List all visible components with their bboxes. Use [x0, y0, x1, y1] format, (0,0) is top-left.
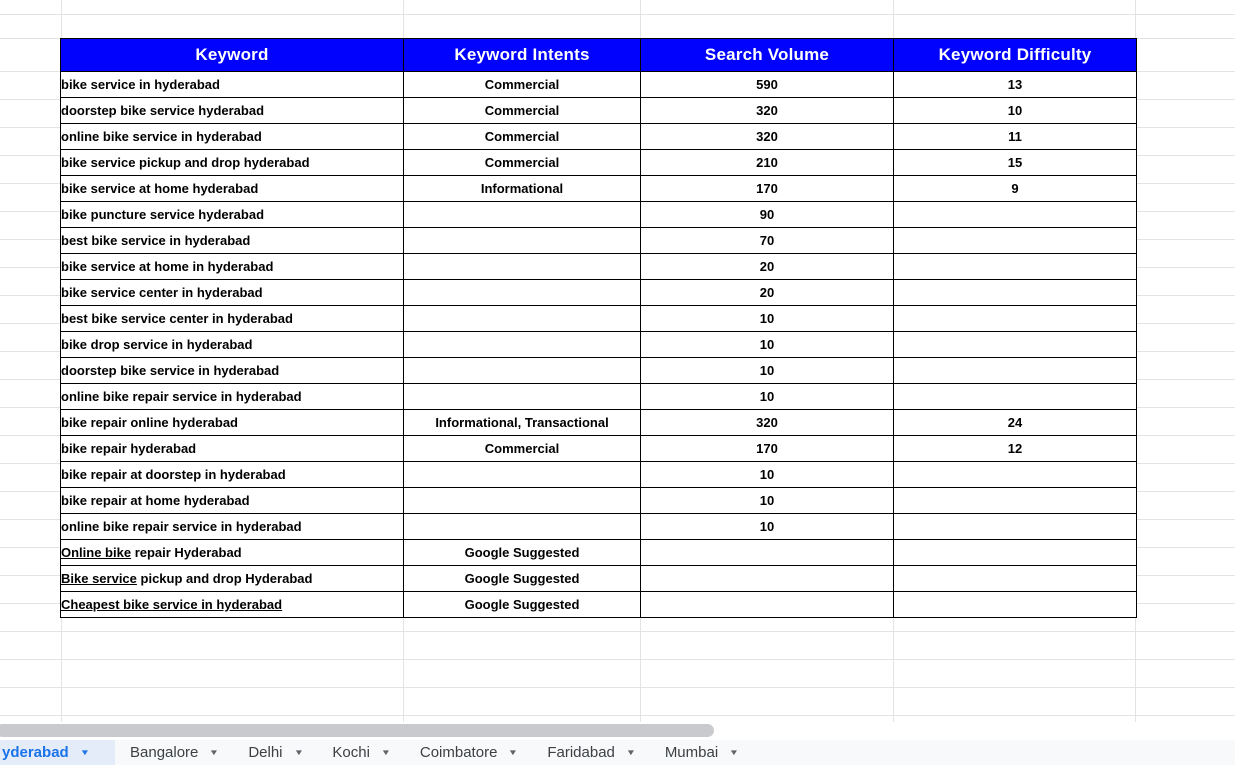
volume-cell[interactable] [641, 566, 894, 592]
keyword-text: bike service pickup and drop hyderabad [61, 155, 310, 170]
keyword-cell[interactable] [61, 514, 404, 540]
volume-cell[interactable]: 20 [641, 280, 894, 306]
sheet-tab-bar [0, 740, 1235, 765]
intent-cell[interactable]: Commercial [404, 72, 641, 98]
difficulty-cell[interactable] [894, 514, 1137, 540]
volume-cell[interactable] [641, 540, 894, 566]
intent-cell[interactable]: Google Suggested [404, 566, 641, 592]
keyword-cell[interactable] [61, 228, 404, 254]
keyword-cell[interactable] [61, 306, 404, 332]
table-row [61, 72, 1137, 98]
intent-cell[interactable] [404, 280, 641, 306]
intent-cell[interactable]: Commercial [404, 150, 641, 176]
keyword-text: bike drop service in hyderabad [61, 337, 253, 352]
intent-cell[interactable] [404, 358, 641, 384]
volume-cell[interactable]: 10 [641, 358, 894, 384]
difficulty-cell[interactable] [894, 306, 1137, 332]
sheet-tab-label: Faridabad [547, 744, 615, 761]
keyword-cell[interactable] [61, 566, 404, 592]
table-row [61, 150, 1137, 176]
keyword-text: online bike repair service in hyderabad [61, 519, 302, 534]
keyword-cell[interactable] [61, 254, 404, 280]
keyword-cell[interactable] [61, 410, 404, 436]
difficulty-cell[interactable] [894, 592, 1137, 618]
intent-cell[interactable] [404, 228, 641, 254]
chevron-down-icon[interactable]: ▼ [293, 748, 304, 757]
horizontal-scrollbar-track[interactable] [0, 722, 1235, 740]
sheet-tab-label: Kochi [332, 744, 370, 761]
keyword-cell[interactable] [61, 98, 404, 124]
header-keyword-intents[interactable]: Keyword Intents [404, 39, 641, 72]
difficulty-cell[interactable]: 24 [894, 410, 1137, 436]
keyword-text: best bike service in hyderabad [61, 233, 251, 248]
difficulty-cell[interactable] [894, 332, 1137, 358]
keyword-cell[interactable] [61, 72, 404, 98]
difficulty-cell[interactable]: 13 [894, 72, 1137, 98]
table-row [61, 592, 1137, 618]
volume-cell[interactable]: 210 [641, 150, 894, 176]
sheet-tab-label: Mumbai [664, 744, 719, 761]
keyword-cell[interactable] [61, 540, 404, 566]
keyword-text: online bike service in hyderabad [61, 129, 262, 144]
difficulty-cell[interactable] [894, 462, 1137, 488]
table-row [61, 358, 1137, 384]
sheet-tab[interactable] [317, 740, 404, 765]
volume-cell[interactable]: 10 [641, 306, 894, 332]
header-row [61, 39, 1137, 72]
volume-cell[interactable]: 20 [641, 254, 894, 280]
horizontal-scrollbar-thumb[interactable] [0, 724, 714, 737]
volume-cell[interactable]: 170 [641, 176, 894, 202]
sheet-tab-label: Bangalore [130, 744, 199, 761]
keyword-underlined-part: Bike service [61, 571, 137, 586]
intent-cell[interactable] [404, 254, 641, 280]
table-row [61, 306, 1137, 332]
keyword-text: best bike service center in hyderabad [61, 311, 293, 326]
volume-cell[interactable]: 10 [641, 488, 894, 514]
volume-cell[interactable]: 10 [641, 514, 894, 540]
intent-cell[interactable]: Informational [404, 176, 641, 202]
difficulty-cell[interactable] [894, 254, 1137, 280]
keyword-text: bike service at home in hyderabad [61, 259, 274, 274]
chevron-down-icon[interactable]: ▼ [728, 748, 740, 757]
difficulty-cell[interactable]: 15 [894, 150, 1137, 176]
intent-cell[interactable] [404, 306, 641, 332]
table-row [61, 254, 1137, 280]
intent-cell[interactable]: Informational, Transactional [404, 410, 641, 436]
chevron-down-icon[interactable]: ▼ [508, 748, 519, 757]
table-row [61, 488, 1137, 514]
keyword-text: bike puncture service hyderabad [61, 207, 265, 222]
keyword-text: bike repair at doorstep in hyderabad [61, 467, 286, 482]
keyword-text: pickup and drop Hyderabad [136, 571, 313, 586]
table-row [61, 98, 1137, 124]
gridline [0, 14, 1235, 15]
volume-cell[interactable]: 320 [641, 124, 894, 150]
keyword-underlined-part: Online bike [61, 545, 132, 560]
gridline [0, 631, 1235, 632]
chevron-down-icon[interactable]: ▼ [79, 748, 90, 757]
table-row [61, 228, 1137, 254]
table-row [61, 280, 1137, 306]
volume-cell[interactable]: 590 [641, 72, 894, 98]
intent-cell[interactable] [404, 488, 641, 514]
difficulty-cell[interactable] [894, 280, 1137, 306]
table-row [61, 436, 1137, 462]
volume-cell[interactable]: 170 [641, 436, 894, 462]
header-keyword-difficulty[interactable]: Keyword Difficulty [894, 39, 1137, 72]
keyword-text: online bike repair service in hyderabad [61, 389, 302, 404]
sheet-tab-label: Coimbatore [419, 744, 498, 761]
gridline [0, 659, 1235, 660]
difficulty-cell[interactable] [894, 566, 1137, 592]
difficulty-cell[interactable] [894, 228, 1137, 254]
keyword-cell[interactable] [61, 436, 404, 462]
keyword-cell[interactable] [61, 332, 404, 358]
keyword-text: bike service at home hyderabad [61, 181, 259, 196]
volume-cell[interactable]: 10 [641, 384, 894, 410]
table-row [61, 410, 1137, 436]
sheet-tab-label: Delhi [248, 744, 283, 761]
intent-cell[interactable]: Commercial [404, 124, 641, 150]
volume-cell[interactable]: 320 [641, 410, 894, 436]
volume-cell[interactable]: 10 [641, 462, 894, 488]
keyword-text: bike repair hyderabad [61, 441, 197, 456]
intent-cell[interactable]: Google Suggested [404, 592, 641, 618]
difficulty-cell[interactable]: 11 [894, 124, 1137, 150]
gridline [0, 715, 1235, 716]
keyword-cell[interactable] [61, 150, 404, 176]
difficulty-cell[interactable]: 9 [894, 176, 1137, 202]
sheet-tab[interactable] [233, 740, 317, 765]
keyword-text: bike service center in hyderabad [61, 285, 263, 300]
sheet-tab-hyderabad-active[interactable] [0, 740, 115, 765]
sheet-tab[interactable] [115, 740, 233, 765]
table-row [61, 514, 1137, 540]
keyword-cell[interactable] [61, 592, 404, 618]
keyword-text: bike service in hyderabad [61, 77, 220, 92]
keyword-text: bike repair at home hyderabad [61, 493, 250, 508]
gridline [0, 687, 1235, 688]
intent-cell[interactable] [404, 514, 641, 540]
chevron-down-icon[interactable]: ▼ [625, 748, 637, 757]
intent-cell[interactable]: Commercial [404, 98, 641, 124]
volume-cell[interactable]: 70 [641, 228, 894, 254]
intent-cell[interactable] [404, 202, 641, 228]
sheet-tab-label: yderabad [2, 744, 69, 761]
keyword-text: doorstep bike service hyderabad [61, 103, 265, 118]
difficulty-cell[interactable]: 12 [894, 436, 1137, 462]
keyword-cell[interactable] [61, 488, 404, 514]
keyword-cell[interactable] [61, 384, 404, 410]
keyword-text: doorstep bike service in hyderabad [61, 363, 280, 378]
keyword-underlined-part: Cheapest bike service in hyderabad [61, 597, 283, 612]
table-row [61, 124, 1137, 150]
table-row [61, 384, 1137, 410]
header-keyword[interactable]: Keyword [61, 39, 404, 72]
table-row [61, 176, 1137, 202]
difficulty-cell[interactable] [894, 358, 1137, 384]
difficulty-cell[interactable]: 10 [894, 98, 1137, 124]
intent-cell[interactable] [404, 332, 641, 358]
sheet-tab[interactable] [650, 740, 753, 765]
table-row [61, 540, 1137, 566]
sheet-tab[interactable] [405, 740, 532, 765]
keyword-cell[interactable] [61, 176, 404, 202]
chevron-down-icon[interactable]: ▼ [380, 748, 392, 757]
volume-cell[interactable]: 10 [641, 332, 894, 358]
header-search-volume[interactable]: Search Volume [641, 39, 894, 72]
intent-cell[interactable] [404, 462, 641, 488]
difficulty-cell[interactable] [894, 384, 1137, 410]
chevron-down-icon[interactable]: ▼ [209, 748, 220, 757]
keyword-cell[interactable] [61, 202, 404, 228]
table-row [61, 202, 1137, 228]
table-row [61, 566, 1137, 592]
keyword-text: repair Hyderabad [131, 545, 242, 560]
keyword-text: bike repair online hyderabad [61, 415, 238, 430]
difficulty-cell[interactable] [894, 540, 1137, 566]
volume-cell[interactable]: 320 [641, 98, 894, 124]
volume-cell[interactable]: 90 [641, 202, 894, 228]
keyword-cell[interactable] [61, 124, 404, 150]
keyword-cell[interactable] [61, 462, 404, 488]
table-row [61, 462, 1137, 488]
intent-cell[interactable] [404, 384, 641, 410]
intent-cell[interactable]: Commercial [404, 436, 641, 462]
keyword-cell[interactable] [61, 280, 404, 306]
difficulty-cell[interactable] [894, 488, 1137, 514]
difficulty-cell[interactable] [894, 202, 1137, 228]
sheet-tab[interactable] [532, 740, 649, 765]
table-row [61, 332, 1137, 358]
keyword-table [60, 38, 1137, 618]
keyword-cell[interactable] [61, 358, 404, 384]
intent-cell[interactable]: Google Suggested [404, 540, 641, 566]
volume-cell[interactable] [641, 592, 894, 618]
